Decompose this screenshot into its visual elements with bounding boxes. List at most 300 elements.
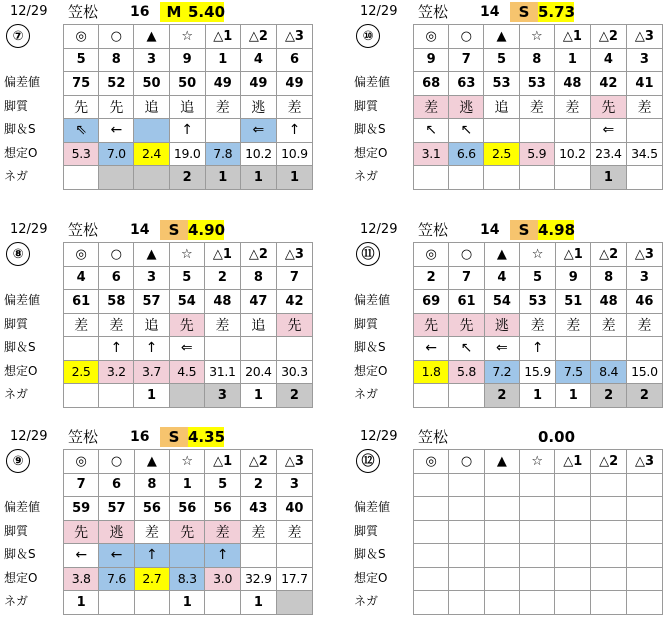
race-track: 笠松: [68, 3, 99, 21]
mark-row-cell: ☆: [170, 450, 205, 474]
score-row-cell: 61: [64, 290, 99, 314]
running-style-row: [414, 313, 663, 337]
horse-number-row-cell: [449, 473, 484, 497]
horse-number-row-cell: 8: [240, 266, 276, 290]
mark-row-cell: △1: [556, 243, 591, 267]
row-label: ネガ: [354, 594, 379, 608]
running-style-row: [64, 95, 313, 119]
horse-number-row-cell: 3: [626, 266, 662, 290]
negative-row-cell: [414, 384, 449, 408]
negative-row-cell: 2: [169, 166, 205, 190]
negative-row-cell: [627, 591, 663, 615]
running-style-row-cell: 差: [591, 313, 626, 337]
running-style-row-cell: [555, 520, 591, 544]
trend-row-cell: [276, 337, 312, 361]
estimated-odds-row-cell: 10.9: [276, 142, 312, 166]
race-header: [8, 2, 313, 22]
negative-row-cell: [449, 384, 484, 408]
score-row-cell: 43: [240, 497, 276, 521]
mark-row-cell: ◎: [64, 25, 99, 49]
running-style-row-cell: 差: [205, 520, 240, 544]
trend-row-cell: [204, 337, 240, 361]
horse-number-row-cell: 8: [591, 266, 626, 290]
trend-row-cell: [626, 337, 662, 361]
horse-number-row: [414, 48, 663, 72]
running-style-row-cell: 先: [64, 95, 99, 119]
estimated-odds-row: [414, 360, 663, 384]
negative-row-cell: [519, 166, 554, 190]
running-style-row-cell: 差: [556, 313, 591, 337]
negative-row-cell: 1: [170, 591, 205, 615]
race-date: 12/29: [360, 429, 398, 444]
race-date: 12/29: [10, 429, 48, 444]
score-row-cell: 50: [134, 72, 169, 96]
trend-row-cell: ←: [99, 544, 134, 568]
mark-row-cell: ○: [449, 243, 484, 267]
trend-row-cell: [240, 544, 276, 568]
score-row-cell: 63: [449, 72, 484, 96]
horse-number-row-cell: 1: [554, 48, 590, 72]
prediction-grid: [413, 242, 663, 408]
score-row-cell: 50: [169, 72, 205, 96]
prediction-grid: [413, 24, 663, 190]
negative-row-cell: [64, 384, 99, 408]
trend-row-cell: [205, 119, 240, 143]
mark-row: [414, 243, 663, 267]
horse-number-row-cell: [519, 473, 554, 497]
mark-row-cell: △2: [240, 25, 276, 49]
row-label: 脚＆S: [4, 122, 36, 136]
running-style-row-cell: 逃: [484, 313, 519, 337]
race-block-r12: [354, 427, 663, 617]
race-grade: M: [160, 2, 188, 22]
running-style-row-cell: 差: [554, 95, 590, 119]
trend-row-cell: ↑: [169, 119, 205, 143]
running-style-row-cell: 差: [99, 313, 134, 337]
negative-row: [414, 384, 663, 408]
score-row-cell: [591, 497, 627, 521]
score-row-cell: 49: [205, 72, 240, 96]
negative-row-cell: [484, 591, 519, 615]
running-style-row: [64, 520, 313, 544]
race-rating: 0.00: [538, 428, 576, 446]
horse-number-row-cell: 3: [134, 266, 169, 290]
estimated-odds-row-cell: 15.9: [520, 360, 556, 384]
score-row-cell: 61: [449, 290, 484, 314]
score-row: [414, 497, 663, 521]
horse-number-row-cell: [555, 473, 591, 497]
mark-row-cell: ▲: [484, 243, 519, 267]
row-label: ネガ: [354, 169, 379, 183]
trend-row-cell: [519, 119, 554, 143]
running-style-row-cell: 差: [626, 313, 662, 337]
trend-row-cell: [64, 337, 99, 361]
race-date: 12/29: [10, 222, 48, 237]
mark-row-cell: ▲: [134, 243, 169, 267]
race-track: 笠松: [68, 221, 99, 239]
estimated-odds-row-cell: 19.0: [169, 142, 205, 166]
estimated-odds-row-cell: 7.5: [556, 360, 591, 384]
estimated-odds-row: [414, 567, 663, 591]
score-row-cell: 51: [556, 290, 591, 314]
mark-row: [414, 25, 663, 49]
negative-row-cell: [555, 591, 591, 615]
race-grade: S: [510, 2, 538, 22]
running-style-row-cell: 差: [626, 95, 662, 119]
horse-number-row-cell: 8: [134, 473, 169, 497]
mark-row-cell: △3: [276, 243, 312, 267]
row-label: 偏差値: [354, 75, 391, 89]
horse-number-row-cell: 1: [205, 48, 240, 72]
race-date: 12/29: [10, 4, 48, 19]
score-row-cell: 68: [414, 72, 449, 96]
running-style-row: [414, 95, 663, 119]
running-style-row-cell: 先: [64, 520, 99, 544]
trend-row-cell: ⇐: [484, 337, 519, 361]
running-style-row-cell: 差: [134, 520, 169, 544]
running-style-row-cell: [519, 520, 554, 544]
row-label: 脚質: [354, 523, 379, 538]
estimated-odds-row-cell: 4.5: [169, 360, 204, 384]
horse-number-row-cell: 5: [64, 48, 99, 72]
mark-row-cell: △2: [240, 450, 276, 474]
row-label: ネガ: [354, 387, 379, 401]
horse-number-row-cell: 6: [276, 48, 312, 72]
score-row-cell: 48: [591, 290, 626, 314]
score-row-cell: [414, 497, 449, 521]
estimated-odds-row-cell: 5.8: [449, 360, 484, 384]
field-size: 14: [480, 222, 500, 238]
trend-row-cell: [519, 544, 554, 568]
estimated-odds-row-cell: 7.6: [99, 567, 134, 591]
trend-row-cell: ⇐: [590, 119, 626, 143]
score-row-cell: 53: [484, 72, 519, 96]
horse-number-row-cell: 4: [590, 48, 626, 72]
estimated-odds-row-cell: 2.4: [134, 142, 169, 166]
field-size: 14: [130, 222, 150, 238]
running-style-row: [414, 520, 663, 544]
horse-number-row: [64, 266, 313, 290]
horse-number-row-cell: [484, 473, 519, 497]
negative-row-cell: [484, 166, 519, 190]
row-label: 偏差値: [354, 293, 391, 307]
horse-number-row: [414, 266, 663, 290]
score-row-cell: [555, 497, 591, 521]
score-row-cell: [519, 497, 554, 521]
estimated-odds-row: [64, 142, 313, 166]
race-track: 笠松: [418, 3, 449, 21]
running-style-row-cell: [414, 520, 449, 544]
negative-row-cell: [449, 166, 484, 190]
score-row-cell: 47: [240, 290, 276, 314]
trend-row-cell: [627, 544, 663, 568]
negative-row-cell: [414, 166, 449, 190]
horse-number-row-cell: 6: [99, 473, 134, 497]
estimated-odds-row-cell: [414, 567, 449, 591]
negative-row-cell: 3: [204, 384, 240, 408]
estimated-odds-row-cell: 2.5: [64, 360, 99, 384]
row-label: ネガ: [4, 594, 29, 608]
race-track: 笠松: [418, 221, 449, 239]
trend-row-cell: [554, 119, 590, 143]
estimated-odds-row-cell: 7.0: [99, 142, 134, 166]
negative-row: [414, 166, 663, 190]
estimated-odds-row-cell: 2.5: [484, 142, 519, 166]
horse-number-row-cell: 9: [556, 266, 591, 290]
prediction-grid: [63, 242, 313, 408]
row-label: 想定O: [4, 363, 38, 378]
negative-row-cell: [519, 591, 554, 615]
trend-row-cell: [484, 119, 519, 143]
row-label: 脚＆S: [354, 340, 386, 354]
estimated-odds-row-cell: 8.3: [170, 567, 205, 591]
horse-number-row-cell: 2: [414, 266, 449, 290]
running-style-row-cell: 差: [276, 520, 312, 544]
mark-row-cell: ○: [449, 450, 484, 474]
score-row-cell: 59: [64, 497, 99, 521]
estimated-odds-row-cell: 23.4: [590, 142, 626, 166]
row-label: ネガ: [4, 387, 29, 401]
mark-row-cell: ○: [99, 450, 134, 474]
row-label: 脚質: [4, 523, 29, 538]
trend-row: [414, 119, 663, 143]
horse-number-row-cell: 9: [169, 48, 205, 72]
mark-row-cell: ◎: [64, 243, 99, 267]
mark-row-cell: △2: [240, 243, 276, 267]
row-label: 偏差値: [354, 500, 391, 514]
horse-number-row-cell: 3: [626, 48, 662, 72]
running-style-row-cell: 差: [414, 95, 449, 119]
score-row: [414, 72, 663, 96]
horse-number-row-cell: 3: [134, 48, 169, 72]
estimated-odds-row-cell: 20.4: [240, 360, 276, 384]
horse-number-row-cell: 5: [520, 266, 556, 290]
estimated-odds-row-cell: [484, 567, 519, 591]
mark-row: [64, 243, 313, 267]
mark-row-cell: ▲: [484, 450, 519, 474]
negative-row-cell: 2: [484, 384, 519, 408]
trend-row: [64, 544, 313, 568]
score-row-cell: 40: [276, 497, 312, 521]
prediction-grid: [63, 449, 313, 615]
score-row-cell: [627, 497, 663, 521]
running-style-row-cell: 追: [134, 313, 169, 337]
trend-row-cell: [555, 544, 591, 568]
field-size: 16: [130, 429, 150, 445]
estimated-odds-row-cell: [627, 567, 663, 591]
mark-row-cell: △2: [590, 25, 626, 49]
mark-row-cell: △3: [626, 25, 662, 49]
horse-number-row-cell: 1: [170, 473, 205, 497]
horse-number-row: [64, 48, 313, 72]
negative-row-cell: [591, 591, 627, 615]
estimated-odds-row-cell: 5.9: [519, 142, 554, 166]
running-style-row-cell: 差: [205, 95, 240, 119]
score-row-cell: 56: [170, 497, 205, 521]
race-block-r9: [4, 427, 313, 617]
mark-row: [64, 450, 313, 474]
score-row-cell: 52: [99, 72, 134, 96]
mark-row-cell: ☆: [519, 450, 554, 474]
running-style-row-cell: 差: [276, 95, 312, 119]
estimated-odds-row-cell: 31.1: [204, 360, 240, 384]
estimated-odds-row-cell: 15.0: [626, 360, 662, 384]
horse-number-row-cell: 8: [99, 48, 134, 72]
trend-row-cell: [626, 119, 662, 143]
score-row-cell: 57: [134, 290, 169, 314]
running-style-row-cell: 先: [276, 313, 312, 337]
trend-row-cell: [591, 337, 626, 361]
estimated-odds-row-cell: [591, 567, 627, 591]
negative-row: [64, 166, 313, 190]
prediction-grid: [413, 449, 663, 615]
mark-row-cell: ◎: [64, 450, 99, 474]
race-track: 笠松: [418, 428, 449, 446]
mark-row-cell: △3: [626, 243, 662, 267]
horse-number-row-cell: 2: [204, 266, 240, 290]
estimated-odds-row-cell: 32.9: [240, 567, 276, 591]
estimated-odds-row-cell: 6.6: [449, 142, 484, 166]
horse-number-row-cell: 2: [240, 473, 276, 497]
horse-number-row-cell: 5: [169, 266, 204, 290]
trend-row-cell: [134, 119, 169, 143]
row-label: ネガ: [4, 169, 29, 183]
negative-row-cell: [554, 166, 590, 190]
race-rating: 4.35: [188, 428, 226, 446]
row-label: 想定O: [354, 363, 388, 378]
estimated-odds-row-cell: 7.2: [484, 360, 519, 384]
race-grade: S: [510, 220, 538, 240]
mark-row-cell: △3: [276, 25, 312, 49]
trend-row: [414, 337, 663, 361]
row-label: 偏差値: [4, 500, 41, 514]
running-style-row-cell: [591, 520, 627, 544]
row-label: 偏差値: [4, 75, 41, 89]
negative-row-cell: 1: [64, 591, 99, 615]
estimated-odds-row-cell: 8.4: [591, 360, 626, 384]
mark-row-cell: ○: [99, 25, 134, 49]
trend-row-cell: ↑: [205, 544, 240, 568]
race-header: [358, 427, 663, 447]
mark-row-cell: ◎: [414, 450, 449, 474]
horse-number-row-cell: 3: [276, 473, 312, 497]
row-label: 想定O: [4, 145, 38, 160]
estimated-odds-row-cell: [519, 567, 554, 591]
field-size: 16: [130, 4, 150, 20]
score-row-cell: 69: [414, 290, 449, 314]
race-date: 12/29: [360, 222, 398, 237]
race-rating: 5.73: [538, 3, 576, 21]
running-style-row: [64, 313, 313, 337]
score-row-cell: 58: [99, 290, 134, 314]
score-row-cell: 48: [554, 72, 590, 96]
estimated-odds-row-cell: 5.3: [64, 142, 99, 166]
negative-row-cell: [64, 166, 99, 190]
negative-row-cell: 1: [240, 591, 276, 615]
estimated-odds-row-cell: 7.8: [205, 142, 240, 166]
score-row-cell: 56: [134, 497, 169, 521]
negative-row-cell: [276, 591, 312, 615]
row-label: 脚＆S: [4, 340, 36, 354]
running-style-row-cell: 先: [170, 520, 205, 544]
horse-number-row-cell: 4: [484, 266, 519, 290]
mark-row-cell: △1: [205, 450, 240, 474]
mark-row-cell: ☆: [169, 25, 205, 49]
row-label: 偏差値: [4, 293, 41, 307]
estimated-odds-row: [64, 360, 313, 384]
race-number: ⑪: [356, 242, 380, 266]
trend-row-cell: [414, 544, 449, 568]
trend-row-cell: ↑: [520, 337, 556, 361]
negative-row-cell: [99, 166, 134, 190]
trend-row-cell: ⇖: [64, 119, 99, 143]
estimated-odds-row-cell: [449, 567, 484, 591]
score-row-cell: 49: [276, 72, 312, 96]
race-block-r11: [354, 220, 663, 410]
estimated-odds-row-cell: 3.1: [414, 142, 449, 166]
running-style-row-cell: 先: [590, 95, 626, 119]
race-date: 12/29: [360, 4, 398, 19]
score-row-cell: [484, 497, 519, 521]
trend-row-cell: ↑: [134, 544, 169, 568]
horse-number-row-cell: 7: [449, 266, 484, 290]
row-label: 想定O: [354, 145, 388, 160]
horse-number-row-cell: 7: [64, 473, 99, 497]
score-row-cell: 57: [99, 497, 134, 521]
race-number: ⑩: [356, 24, 380, 48]
mark-row-cell: ◎: [414, 25, 449, 49]
mark-row-cell: △1: [554, 25, 590, 49]
mark-row-cell: ▲: [134, 25, 169, 49]
score-row-cell: 42: [590, 72, 626, 96]
negative-row-cell: 1: [240, 166, 276, 190]
row-label: 脚質: [354, 98, 379, 113]
score-row-cell: 75: [64, 72, 99, 96]
trend-row-cell: ↖: [449, 119, 484, 143]
negative-row: [414, 591, 663, 615]
mark-row-cell: △1: [205, 25, 240, 49]
estimated-odds-row-cell: 3.0: [205, 567, 240, 591]
running-style-row-cell: 追: [240, 313, 276, 337]
mark-row-cell: ☆: [520, 243, 556, 267]
trend-row-cell: [591, 544, 627, 568]
estimated-odds-row: [414, 142, 663, 166]
row-label: 脚＆S: [354, 547, 386, 561]
mark-row-cell: ▲: [134, 450, 169, 474]
trend-row-cell: ↑: [134, 337, 169, 361]
race-block-r7: [4, 2, 313, 192]
race-grade: S: [160, 427, 188, 447]
race-number: ⑧: [6, 242, 30, 266]
negative-row-cell: 1: [520, 384, 556, 408]
running-style-row-cell: 差: [204, 313, 240, 337]
negative-row-cell: [99, 591, 134, 615]
mark-row: [414, 450, 663, 474]
race-number: ⑦: [6, 24, 30, 48]
running-style-row-cell: 逃: [99, 520, 134, 544]
running-style-row-cell: 先: [449, 313, 484, 337]
negative-row-cell: 1: [240, 384, 276, 408]
race-header: [358, 220, 663, 240]
horse-number-row-cell: 6: [99, 266, 134, 290]
race-header: [8, 427, 313, 447]
race-track: 笠松: [68, 428, 99, 446]
running-style-row-cell: 逃: [240, 95, 276, 119]
mark-row-cell: ☆: [519, 25, 554, 49]
horse-number-row-cell: 8: [519, 48, 554, 72]
score-row: [64, 497, 313, 521]
negative-row-cell: [626, 166, 662, 190]
